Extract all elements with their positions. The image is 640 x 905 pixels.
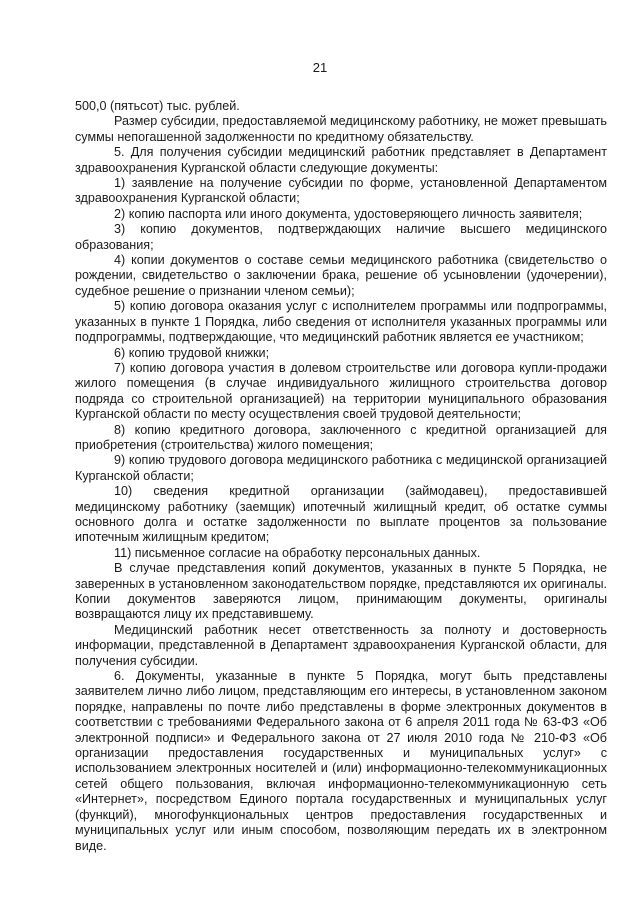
paragraph-7: 4) копии документов о составе семьи медицинского работника (свидетельство о рождении, свидетельство о заключении брака, решение об усыновлении (удочерении), судебное решение о признании членом семьи);	[75, 253, 607, 298]
paragraph-10: 7) копию договора участия в долевом строительстве или договора купли-продажи жилого помещения (в случае индивидуального жилищного строительства договор подряда со строительной организацией) на территории муниципального образования Курганской области по месту осуществления своей трудовой деятельности;	[75, 360, 607, 422]
paragraph-6: 3) копию документов, подтверждающих наличие высшего медицинского образования;	[75, 222, 607, 252]
paragraph-17: 6. Документы, указанные в пункте 5 Порядка, могут быть представлены заявителем лично либо лицом, представляющим его интересы, в установленном законом порядке, направлены по почте либо представлены в форме электронных документов в соответствии с требованиями Федерального закона от 6 апреля 2011 года № 63-ФЗ «Об электронной подписи» и Федерального закона от 27 июля 2010 года № 210-ФЗ «Об организации предоставления государственных и муниципальных услуг» с использованием электронных носителей и (или) информационно-телекоммуникационных сетей общего пользования, включая информационно-телекоммуникационную сеть «Интернет», посредством Единого портала государственных и муниципальных услуг (функций), многофункциональных центров предоставления государственных и муниципальных услуг или иным способом, позволяющим передать их в электронном виде.	[75, 669, 607, 853]
paragraph-2: Размер субсидии, предоставляемой медицинскому работнику, не может превышать суммы непогашенной задолженности по кредитному обязательству.	[75, 114, 607, 144]
paragraph-15: В случае представления копий документов, указанных в пункте 5 Порядка, не заверенных в установленном законодательством порядке, представляются их оригиналы. Копии документов заверяются лицом, принимающим документы, оригиналы возвращаются лицу их представившему.	[75, 561, 607, 622]
paragraph-14: 11) письменное согласие на обработку персональных данных.	[114, 545, 481, 560]
paragraph-4: 1) заявление на получение субсидии по форме, установленной Департаментом здравоохранения Курганской области;	[75, 176, 607, 206]
paragraph-16: Медицинский работник несет ответственность за полноту и достоверность информации, представленной в Департамент здравоохранения Курганской области, для получения субсидии.	[75, 622, 607, 668]
paragraph-1: 500,0 (пятьсот) тыс. рублей.	[75, 99, 240, 113]
document-body	[75, 99, 607, 854]
paragraph-3: 5. Для получения субсидии медицинский работник представляет в Департамент здравоохранения Курганской области следующие документы:	[75, 145, 607, 175]
paragraph-5: 2) копию паспорта или иного документа, удостоверяющего личность заявителя;	[114, 206, 583, 221]
paragraph-8: 5) копию договора оказания услуг с исполнителем программы или подпрограммы, указанных в пункте 1 Порядка, либо сведения от исполнителя указанных программы или подпрограммы, подтверждающие, что медицинский работник является ее участником;	[75, 299, 607, 345]
paragraph-13: 10) сведения кредитной организации (займодавец), предоставившей медицинскому работнику (заемщик) ипотечный жилищный кредит, об остатке суммы основного долга и остатке задолженности по выплате процентов за пользование ипотечным жилищным кредитом;	[75, 484, 607, 545]
paragraph-12: 9) копию трудового договора медицинского работника с медицинской организацией Курганской области;	[75, 453, 607, 483]
page-number: 21	[312, 60, 328, 75]
paragraph-9: 6) копию трудовой книжки;	[114, 345, 270, 360]
paragraph-11: 8) копию кредитного договора, заключенного с кредитной организацией для приобретения (строительства) жилого помещения;	[75, 422, 607, 452]
